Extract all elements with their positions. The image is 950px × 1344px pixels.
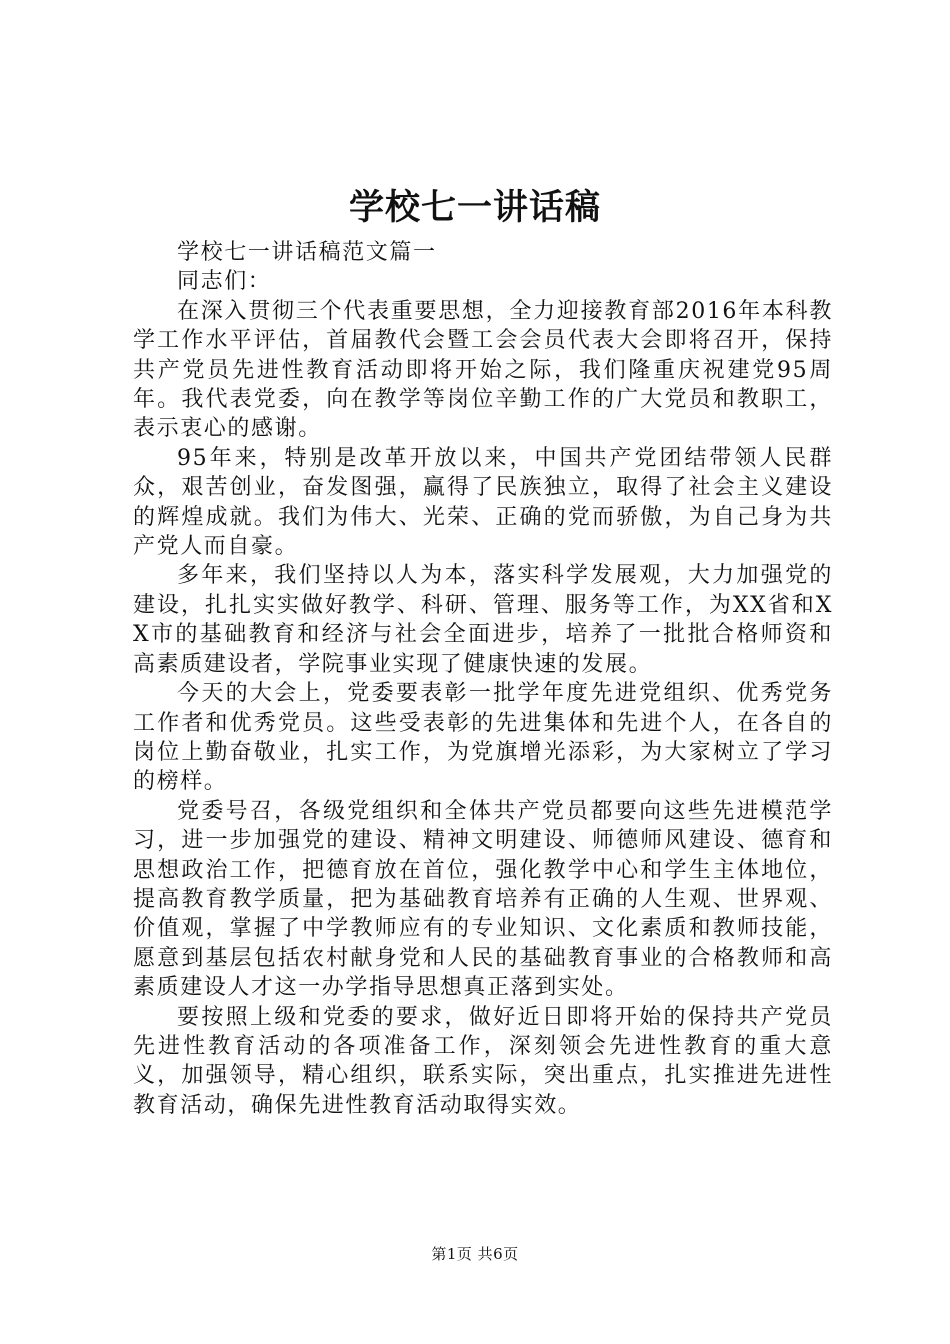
document-body (133, 238, 833, 1120)
paragraph-6: 要按照上级和党委的要求，做好近日即将开始的保持共产党员先进性教育活动的各项准备工作，深刻领会先进性教育的重大意义，加强领导，精心组织，联系实际，突出重点，扎实推进先进性教育活动，确保先进性教育活动取得实效。 (133, 1004, 833, 1118)
paragraph-salutation: 同志们： (177, 269, 272, 295)
paragraph-2: 95年来，特别是改革开放以来，中国共产党团结带领人民群众，艰苦创业，奋发图强，赢得了民族独立，取得了社会主义建设的辉煌成就。我们为伟大、光荣、正确的党而骄傲，为自己身为共产党人而自豪。 (133, 445, 833, 560)
page-footer: 第1页 共6页 (431, 1245, 519, 1263)
paragraph-subtitle: 学校七一讲话稿范文篇一 (177, 240, 437, 265)
paragraph-5: 党委号召，各级党组织和全体共产党员都要向这些先进模范学习，进一步加强党的建设、精神文明建设、师德师风建设、德育和思想政治工作，把德育放在首位，强化教学中心和学生主体地位，提高教育教学质量，把为基础教育培养有正确的人生观、世界观、价值观，掌握了中学教师应有的专业知识、文化素质和教师技能，愿意到基层包括农村献身党和人民的基础教育事业的合格教师和高素质建设人才这一办学指导思想真正落到实处。 (133, 798, 833, 1001)
paragraph-1: 在深入贯彻三个代表重要思想，全力迎接教育部2016年本科教学工作水平评估，首届教代会暨工会会员代表大会即将召开，保持共产党员先进性教育活动即将开始之际，我们隆重庆祝建党95周年。我代表党委，向在教学等岗位辛勤工作的广大党员和教职工，表示衷心的感谢。 (133, 298, 833, 442)
document-title: 学校七一讲话稿 (348, 187, 601, 228)
paragraph-3: 多年来，我们坚持以人为本，落实科学发展观，大力加强党的建设，扎扎实实做好教学、科研、管理、服务等工作，为XX省和XX市的基础教育和经济与社会全面进步，培养了一批批合格师资和高素质建设者，学院事业实现了健康快速的发展。 (133, 563, 833, 677)
paragraph-4: 今天的大会上，党委要表彰一批学年度先进党组织、优秀党务工作者和优秀党员。这些受表彰的先进集体和先进个人，在各自的岗位上勤奋敬业，扎实工作，为党旗增光添彩，为大家树立了学习的榜样。 (133, 681, 833, 795)
